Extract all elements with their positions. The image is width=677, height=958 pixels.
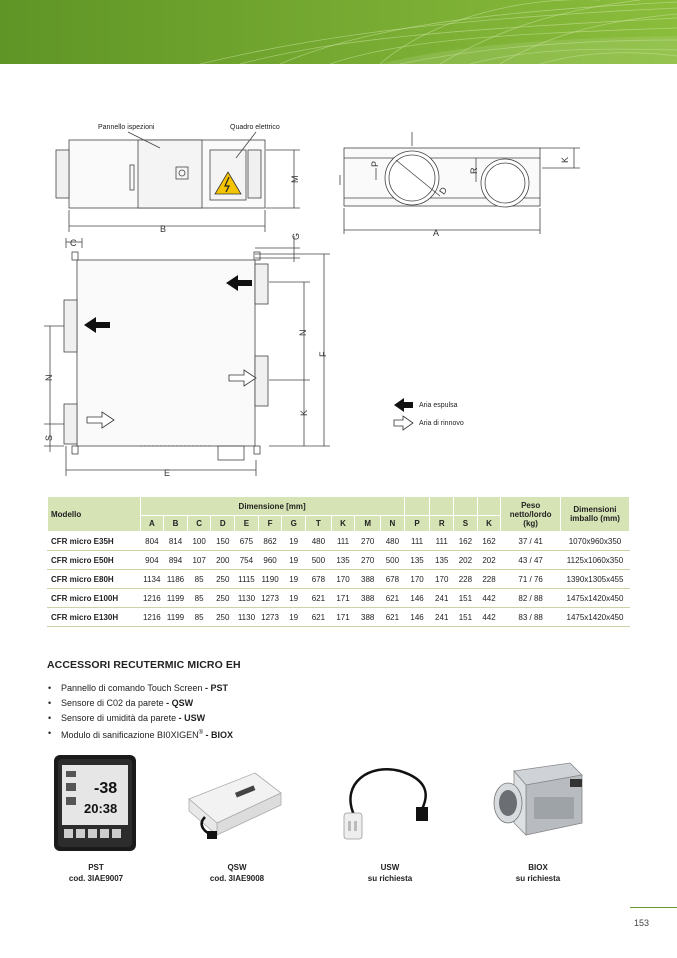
- value-cell: 111: [404, 532, 430, 551]
- list-item: • Pannello di comando Touch Screen - PST: [47, 681, 233, 696]
- header-weight: Peso netto/lordo (kg): [501, 497, 561, 532]
- col-header: K: [477, 516, 501, 532]
- list-item: • Sensore di umidità da parete - USW: [47, 711, 233, 726]
- value-cell: 804: [140, 532, 164, 551]
- value-cell: 19: [282, 589, 306, 608]
- col-header: B: [164, 516, 188, 532]
- value-cell: 814: [164, 532, 188, 551]
- usw-humidity-sensor-image: [330, 753, 450, 853]
- value-cell: 170: [331, 570, 355, 589]
- svg-text:20:38: 20:38: [84, 801, 118, 816]
- value-cell: 862: [258, 532, 282, 551]
- dim-D: D: [437, 185, 450, 197]
- model-cell: CFR micro E130H: [48, 608, 141, 627]
- value-cell: 500: [381, 551, 405, 570]
- value-cell: 480: [381, 532, 405, 551]
- legend-fresh-label: Aria di rinnovo: [419, 420, 464, 427]
- col-header: E: [235, 516, 259, 532]
- legend-fresh-arrow-icon: [394, 416, 413, 430]
- qsw-caption: QSW cod. 3IAE9008: [209, 863, 265, 883]
- dim-K-right: K: [299, 409, 309, 416]
- table-row: [48, 589, 630, 608]
- value-cell: 250: [211, 589, 235, 608]
- value-cell: 388: [355, 570, 381, 589]
- value-cell: 1216: [140, 589, 164, 608]
- pst-touch-panel-image: [36, 753, 156, 853]
- page-number-rule: [630, 907, 677, 908]
- weight-cell: 83 / 88: [501, 608, 561, 627]
- value-cell: 151: [454, 589, 478, 608]
- value-cell: 388: [355, 608, 381, 627]
- dim-R: R: [469, 167, 479, 174]
- value-cell: 480: [306, 532, 332, 551]
- col-header: T: [306, 516, 332, 532]
- biox-module-image: [478, 753, 598, 853]
- value-cell: 678: [381, 570, 405, 589]
- value-cell: 150: [211, 532, 235, 551]
- value-cell: 171: [331, 589, 355, 608]
- svg-text:-38: -38: [94, 780, 118, 797]
- header-dimensions: Dimensione [mm]: [140, 497, 404, 516]
- weight-cell: 82 / 88: [501, 589, 561, 608]
- dim-B: B: [160, 224, 167, 234]
- accessories-list: [47, 681, 233, 743]
- legend-exhaust-label: Aria espulsa: [419, 402, 458, 409]
- value-cell: 960: [258, 551, 282, 570]
- packaging-cell: 1125x1060x350: [560, 551, 629, 570]
- table-row: [48, 551, 630, 570]
- value-cell: 228: [477, 570, 501, 589]
- packaging-cell: 1475x1420x450: [560, 589, 629, 608]
- value-cell: 19: [282, 551, 306, 570]
- model-cell: CFR micro E100H: [48, 589, 141, 608]
- dim-E: E: [164, 468, 171, 478]
- biox-caption: BIOX su richiesta: [515, 863, 561, 883]
- dim-N-left: N: [44, 374, 54, 381]
- value-cell: 19: [282, 570, 306, 589]
- value-cell: 107: [187, 551, 211, 570]
- col-header: K: [331, 516, 355, 532]
- value-cell: 621: [381, 589, 405, 608]
- col-header: P: [404, 516, 430, 532]
- value-cell: 228: [454, 570, 478, 589]
- dim-F: F: [318, 351, 328, 357]
- weight-cell: 37 / 41: [501, 532, 561, 551]
- legend-exhaust-arrow-icon: [394, 398, 413, 412]
- value-cell: 135: [331, 551, 355, 570]
- value-cell: 621: [306, 608, 332, 627]
- dim-M: M: [290, 175, 300, 183]
- col-header: F: [258, 516, 282, 532]
- dim-G: G: [291, 232, 301, 240]
- value-cell: 111: [430, 532, 454, 551]
- value-cell: 621: [381, 608, 405, 627]
- value-cell: 85: [187, 608, 211, 627]
- col-header: S: [454, 516, 478, 532]
- value-cell: 1190: [258, 570, 282, 589]
- model-cell: CFR micro E80H: [48, 570, 141, 589]
- list-item: • Sensore di C02 da parete - QSW: [47, 696, 233, 711]
- value-cell: 621: [306, 589, 332, 608]
- value-cell: 1199: [164, 608, 188, 627]
- col-header: D: [211, 516, 235, 532]
- value-cell: 146: [404, 608, 430, 627]
- dim-N-right: N: [298, 329, 308, 336]
- dim-A: A: [433, 228, 440, 238]
- dim-C: C: [70, 238, 77, 248]
- value-cell: 135: [404, 551, 430, 570]
- dim-S: S: [44, 434, 54, 441]
- qsw-co2-sensor-image: [177, 753, 297, 853]
- table-row: [48, 608, 630, 627]
- list-item: • Modulo di sanificazione BI0XIGEN® - BIOX: [47, 726, 233, 743]
- value-cell: 1273: [258, 589, 282, 608]
- col-header: M: [355, 516, 381, 532]
- value-cell: 146: [404, 589, 430, 608]
- weight-cell: 43 / 47: [501, 551, 561, 570]
- value-cell: 162: [477, 532, 501, 551]
- accessories-title: ACCESSORI RECUTERMIC MICRO EH: [47, 659, 241, 671]
- col-header: G: [282, 516, 306, 532]
- value-cell: 100: [187, 532, 211, 551]
- specifications-table: [47, 496, 630, 627]
- label-electric-panel: Quadro elettrico: [230, 124, 280, 131]
- header-packaging: Dimensioni imballo (mm): [560, 497, 629, 532]
- weight-cell: 71 / 76: [501, 570, 561, 589]
- table-row: [48, 532, 630, 551]
- value-cell: 170: [404, 570, 430, 589]
- model-cell: CFR micro E35H: [48, 532, 141, 551]
- value-cell: 894: [164, 551, 188, 570]
- value-cell: 1199: [164, 589, 188, 608]
- usw-caption: USW su richiesta: [367, 863, 413, 883]
- value-cell: 85: [187, 589, 211, 608]
- value-cell: 1216: [140, 608, 164, 627]
- value-cell: 202: [454, 551, 478, 570]
- value-cell: 171: [331, 608, 355, 627]
- value-cell: 1130: [235, 608, 259, 627]
- packaging-cell: 1475x1420x450: [560, 608, 629, 627]
- value-cell: 388: [355, 589, 381, 608]
- packaging-cell: 1070x960x350: [560, 532, 629, 551]
- value-cell: 1115: [235, 570, 259, 589]
- value-cell: 678: [306, 570, 332, 589]
- value-cell: 151: [454, 608, 478, 627]
- value-cell: 1273: [258, 608, 282, 627]
- value-cell: 754: [235, 551, 259, 570]
- model-cell: CFR micro E50H: [48, 551, 141, 570]
- value-cell: 442: [477, 589, 501, 608]
- value-cell: 135: [430, 551, 454, 570]
- value-cell: 442: [477, 608, 501, 627]
- value-cell: 202: [477, 551, 501, 570]
- value-cell: 1134: [140, 570, 164, 589]
- col-header: R: [430, 516, 454, 532]
- value-cell: 162: [454, 532, 478, 551]
- dim-K: K: [560, 156, 570, 163]
- col-header: A: [140, 516, 164, 532]
- value-cell: 250: [211, 570, 235, 589]
- value-cell: 270: [355, 551, 381, 570]
- value-cell: 200: [211, 551, 235, 570]
- value-cell: 904: [140, 551, 164, 570]
- label-inspection-panel: Pannello ispezioni: [98, 124, 155, 131]
- header-model: Modello: [48, 497, 141, 532]
- value-cell: 500: [306, 551, 332, 570]
- packaging-cell: 1390x1305x455: [560, 570, 629, 589]
- value-cell: 170: [430, 570, 454, 589]
- value-cell: 1130: [235, 589, 259, 608]
- value-cell: 19: [282, 532, 306, 551]
- value-cell: 111: [331, 532, 355, 551]
- col-header: C: [187, 516, 211, 532]
- value-cell: 675: [235, 532, 259, 551]
- dim-P: P: [370, 160, 380, 167]
- value-cell: 85: [187, 570, 211, 589]
- page-number: 153: [634, 918, 650, 928]
- value-cell: 270: [355, 532, 381, 551]
- value-cell: 241: [430, 589, 454, 608]
- value-cell: 19: [282, 608, 306, 627]
- value-cell: 1186: [164, 570, 188, 589]
- value-cell: 241: [430, 608, 454, 627]
- pst-caption: PST cod. 3IAE9007: [68, 863, 124, 883]
- col-header: N: [381, 516, 405, 532]
- value-cell: 250: [211, 608, 235, 627]
- table-row: [48, 570, 630, 589]
